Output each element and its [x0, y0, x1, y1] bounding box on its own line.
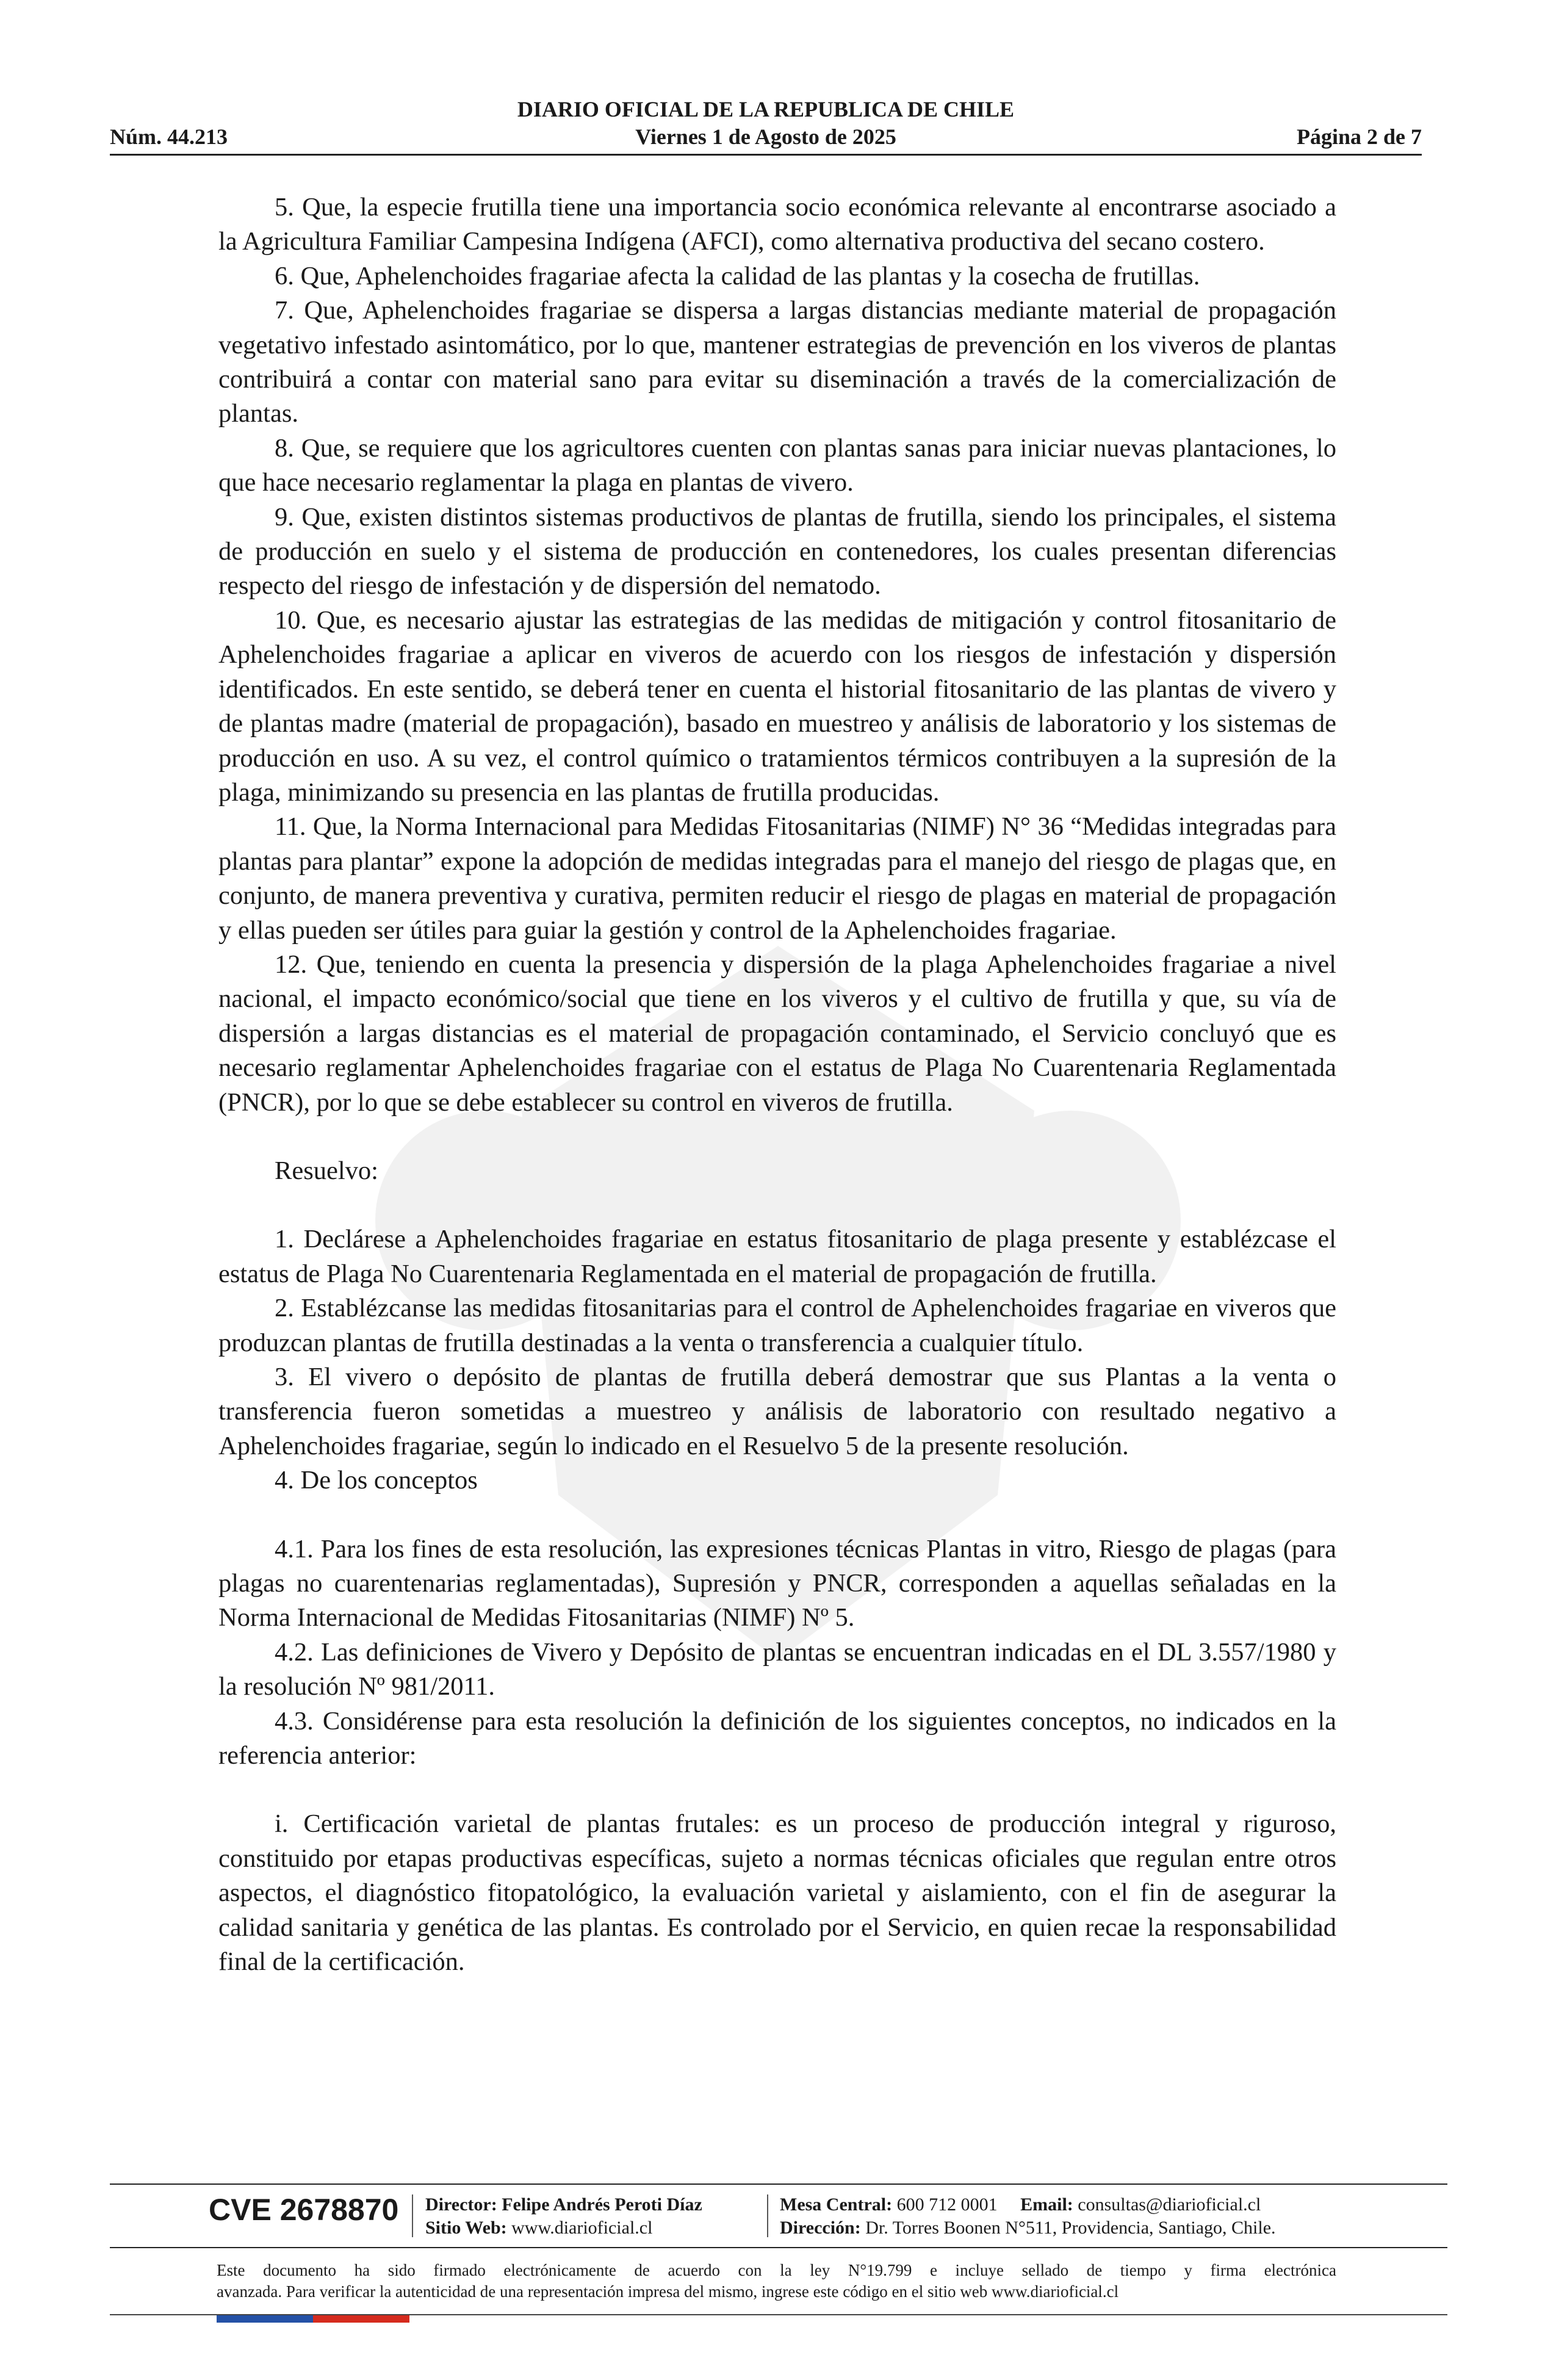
director-label: Director:: [425, 2194, 497, 2215]
header-divider: [110, 154, 1422, 156]
issue-number: Núm. 44.213: [110, 124, 228, 149]
footer-divider-middle: [110, 2247, 1447, 2248]
flag-stripe-red: [313, 2315, 409, 2323]
paragraph: 4.2. Las definiciones de Vivero y Depósito de plantas se encuentran indicadas en el DL 3.557/1980 y la resolución Nº 981/2011.: [218, 1637, 1336, 1701]
cve-code: CVE 2678870: [209, 2193, 399, 2227]
footer-director-block: [425, 2193, 702, 2240]
document-body: [218, 190, 1336, 1980]
paragraph: 3. El vivero o depósito de plantas de frutilla deberá demostrar que sus Plantas a la venta o transferencia fueron sometidas a muestreo y análisis de laboratorio con resultado negativo a Aphelenchoides fragariae, según lo indicado en el Resuelvo 5 de la presente resolución.: [218, 1363, 1336, 1460]
paragraph: 1. Declárese a Aphelenchoides fragariae en estatus fitosanitario de plaga presente y establézcase el estatus de Plaga No Cuarentenaria Reglamentada en el material de propagación de frutilla.: [218, 1225, 1336, 1288]
paragraph: 2. Establézcanse las medidas fitosanitarias para el control de Aphelenchoides fragariae en viveros que produzcan plantas de frutilla destinadas a la venta o transferencia a cualquier título.: [218, 1294, 1336, 1357]
legal-notice: [217, 2260, 1336, 2302]
paragraph: 9. Que, existen distintos sistemas productivos de plantas de frutilla, siendo los principales, el sistema de producción en suelo y el sistema de producción en contenedores, los cuales presentan diferencias respecto del riesgo de infestación y de dispersión del nematodo.: [218, 502, 1336, 600]
header-row: [110, 124, 1422, 150]
website-link[interactable]: www.diarioficial.cl: [511, 2218, 653, 2238]
paragraph: 4.3. Considérense para esta resolución la definición de los siguientes conceptos, no indicados en la referencia anterior:: [218, 1706, 1336, 1770]
paragraph: 10. Que, es necesario ajustar las estrategias de las medidas de mitigación y control fitosanitario de Aphelenchoides fragariae a aplicar en viveros de acuerdo con los riesgos de infestación y dispersión identificados. En este sentido, se deberá tener en cuenta el historial fitosanitario de las plantas de vivero y de plantas madre (material de propagación), basado en muestreo y análisis de laboratorio y los sistemas de producción en uso. A su vez, el control químico o tratamientos térmicos contribuyen a la supresión de la plaga, minimizando su presencia en las plantas de frutilla producidas.: [218, 605, 1336, 807]
email-label: Email:: [1020, 2194, 1073, 2215]
paragraph: 4.1. Para los fines de esta resolución, las expresiones técnicas Plantas in vitro, Riesgo de plagas (para plagas no cuarentenarias reglamentadas), Supresión y PNCR, corresponden a aquellas señaladas en la Norma Internacional de Medidas Fitosanitarias (NIMF) Nº 5.: [218, 1534, 1336, 1632]
section-heading: 4. De los conceptos: [275, 1466, 478, 1495]
paragraph: i. Certificación varietal de plantas frutales: es un proceso de producción integral y riguroso, constituido por etapas productivas específicas, sujeto a normas técnicas oficiales que regulan entre otros aspectos, el diagnóstico fitopatológico, la evaluación varietal y aislamiento, con el fin de asegurar la calidad sanitaria y genética de las plantas. Es controlado por el Servicio, en quien recae la responsabilidad final de la certificación.: [218, 1809, 1336, 1977]
phone-number: 600 712 0001: [896, 2194, 998, 2215]
publication-date: Viernes 1 de Agosto de 2025: [635, 124, 896, 149]
director-name: Felipe Andrés Peroti Díaz: [502, 2194, 702, 2215]
address-label: Dirección:: [780, 2218, 861, 2238]
paragraph: 12. Que, teniendo en cuenta la presencia y dispersión de la plaga Aphelenchoides fragariae a nivel nacional, el impacto económico/social que tiene en los viveros y el cultivo de frutilla y que, su vía de dispersión a largas distancias es el material de propagación contaminado, el Servicio concluyó que es necesario reglamentar Aphelenchoides fragariae con el estatus de Plaga No Cuarentenaria Reglamentada (PNCR), por lo que se debe establecer su control en viveros de frutilla.: [218, 950, 1336, 1117]
flag-stripe-blue: [217, 2315, 313, 2323]
legal-notice-line: Este documento ha sido firmado electrónicamente de acuerdo con la ley N°19.799 e incluye sellado de tiempo y firma electrónica: [217, 2261, 1336, 2279]
paragraph: 7. Que, Aphelenchoides fragariae se dispersa a largas distancias mediante material de propagación vegetativo infestado asintomático, por lo que, mantener estrategias de prevención en los viveros de plantas contribuirá a contar con material sano para evitar su diseminación a través de la comercialización de plantas.: [218, 296, 1336, 428]
website-label: Sitio Web:: [425, 2218, 507, 2238]
paragraph: 11. Que, la Norma Internacional para Medidas Fitosanitarias (NIMF) N° 36 “Medidas integradas para plantas para plantar” expone la adopción de medidas integradas para el manejo del riesgo de plagas que, en conjunto, de manera preventiva y curativa, permiten reducir el riesgo de plagas en material de propagación y ellas pueden ser útiles para guiar la gestión y control de la Aphelenchoides fragariae.: [218, 812, 1336, 945]
footer-separator: [412, 2194, 413, 2237]
page-number: Página 2 de 7: [1296, 124, 1422, 149]
email-link[interactable]: consultas@diarioficial.cl: [1078, 2194, 1261, 2215]
footer-divider-top: [110, 2183, 1447, 2185]
footer-contact-block: [780, 2193, 1276, 2240]
paragraph: 6. Que, Aphelenchoides fragariae afecta la calidad de las plantas y la cosecha de frutillas.: [275, 261, 1200, 290]
legal-notice-line: avanzada. Para verificar la autenticidad de una representación impresa del mismo, ingrese este código en el sitio web www.diarioficial.cl: [217, 2282, 1119, 2301]
phone-label: Mesa Central:: [780, 2194, 893, 2215]
flag-stripe-icon: [217, 2315, 409, 2323]
paragraph: 8. Que, se requiere que los agricultores cuenten con plantas sanas para iniciar nuevas plantaciones, lo que hace necesario reglamentar la plaga en plantas de vivero.: [218, 433, 1336, 497]
resolution-heading: Resuelvo:: [275, 1156, 378, 1185]
footer-separator: [767, 2194, 768, 2237]
paragraph: 5. Que, la especie frutilla tiene una importancia socio económica relevante al encontrarse asociado a la Agricultura Familiar Campesina Indígena (AFCI), como alternativa productiva del secano costero.: [218, 193, 1336, 256]
address-value: Dr. Torres Boonen N°511, Providencia, Santiago, Chile.: [865, 2218, 1276, 2238]
newspaper-title: DIARIO OFICIAL DE LA REPUBLICA DE CHILE: [517, 97, 1015, 121]
